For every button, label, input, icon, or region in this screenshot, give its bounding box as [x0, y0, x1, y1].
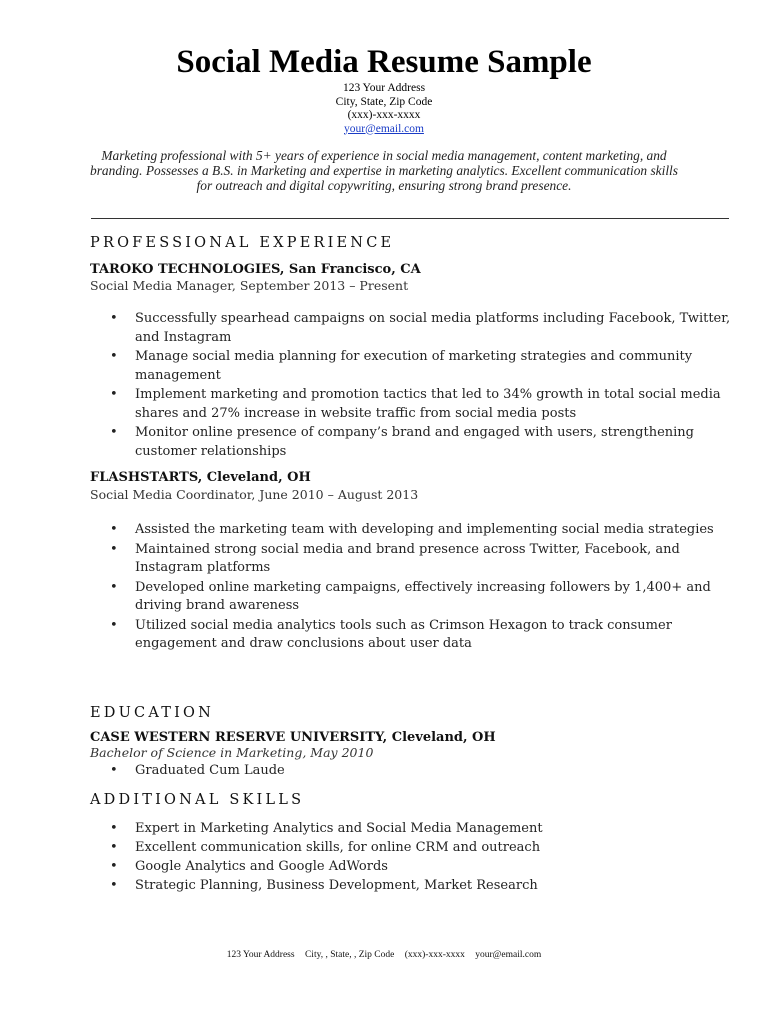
footer-phone: (xxx)-xxx-xxxx	[404, 950, 465, 960]
contact-block	[0, 82, 768, 136]
section-heading-skills: ADDITIONAL SKILLS	[90, 792, 305, 808]
list-item: • Graduated Cum Laude	[135, 761, 735, 780]
education-degree: Bachelor of Science in Marketing, May 2010	[90, 745, 374, 760]
job-role-2: Social Media Coordinator, June 2010 – August 2013	[90, 487, 419, 502]
job-company-2: FLASHSTARTS, Cleveland, OH	[90, 470, 311, 485]
page-title: Social Media Resume Sample	[176, 44, 592, 80]
page-footer	[0, 950, 768, 960]
education-school: CASE WESTERN RESERVE UNIVERSITY, Cleveland, OH	[90, 730, 496, 745]
list-item: • Google Analytics and Google AdWords	[135, 857, 735, 876]
list-item: • Implement marketing and promotion tactics that led to 34% growth in total social media shares and 27% increase in website traffic from social media posts	[135, 386, 735, 423]
section-heading-experience: PROFESSIONAL EXPERIENCE	[90, 235, 395, 251]
job-bullets-2	[108, 521, 735, 655]
list-item: • Monitor online presence of company’s brand and engaged with users, strengthening customer relationships	[135, 424, 735, 461]
list-item: • Manage social media planning for execution of marketing strategies and community management	[135, 348, 735, 385]
summary-paragraph: Marketing professional with 5+ years of experience in social media management, content marketing, and branding. Possesses a B.S. in Marketing and expertise in marketing analytics. Excellent communication skills for outreach and digital copywriting, ensuring strong brand presence.	[90, 148, 678, 193]
job-company-1: TAROKO TECHNOLOGIES, San Francisco, CA	[90, 262, 421, 277]
list-item: • Excellent communication skills, for online CRM and outreach	[135, 838, 735, 857]
footer-city-state-zip: City, , State, , Zip Code	[304, 950, 395, 960]
list-item: • Successfully spearhead campaigns on social media platforms including Facebook, Twitter, and Instagram	[135, 310, 735, 347]
list-item: • Developed online marketing campaigns, effectively increasing followers by 1,400+ and driving brand awareness	[135, 579, 735, 616]
phone-line: (xxx)-xxx-xxxx	[347, 109, 421, 121]
list-item: • Strategic Planning, Business Development, Market Research	[135, 876, 735, 895]
footer-address: 123 Your Address	[226, 950, 295, 960]
list-item: • Assisted the marketing team with developing and implementing social media strategies	[135, 521, 735, 540]
footer-email: your@email.com	[475, 950, 542, 960]
section-heading-education: EDUCATION	[90, 705, 214, 721]
list-item: • Expert in Marketing Analytics and Social Media Management	[135, 819, 735, 838]
list-item: • Utilized social media analytics tools such as Crimson Hexagon to track consumer engagement and draw conclusions about user data	[135, 617, 735, 654]
header-divider	[91, 218, 729, 219]
skills-bullets	[108, 819, 735, 895]
job-role-1: Social Media Manager, September 2013 – Present	[90, 278, 409, 293]
address-line: 123 Your Address	[342, 82, 426, 94]
list-item: • Maintained strong social media and brand presence across Twitter, Facebook, and Instagram platforms	[135, 541, 735, 578]
job-bullets-1	[108, 310, 735, 462]
education-bullets	[108, 761, 735, 780]
email-link[interactable]: your@email.com	[344, 122, 424, 135]
city-state-zip-line: City, State, Zip Code	[335, 95, 433, 108]
